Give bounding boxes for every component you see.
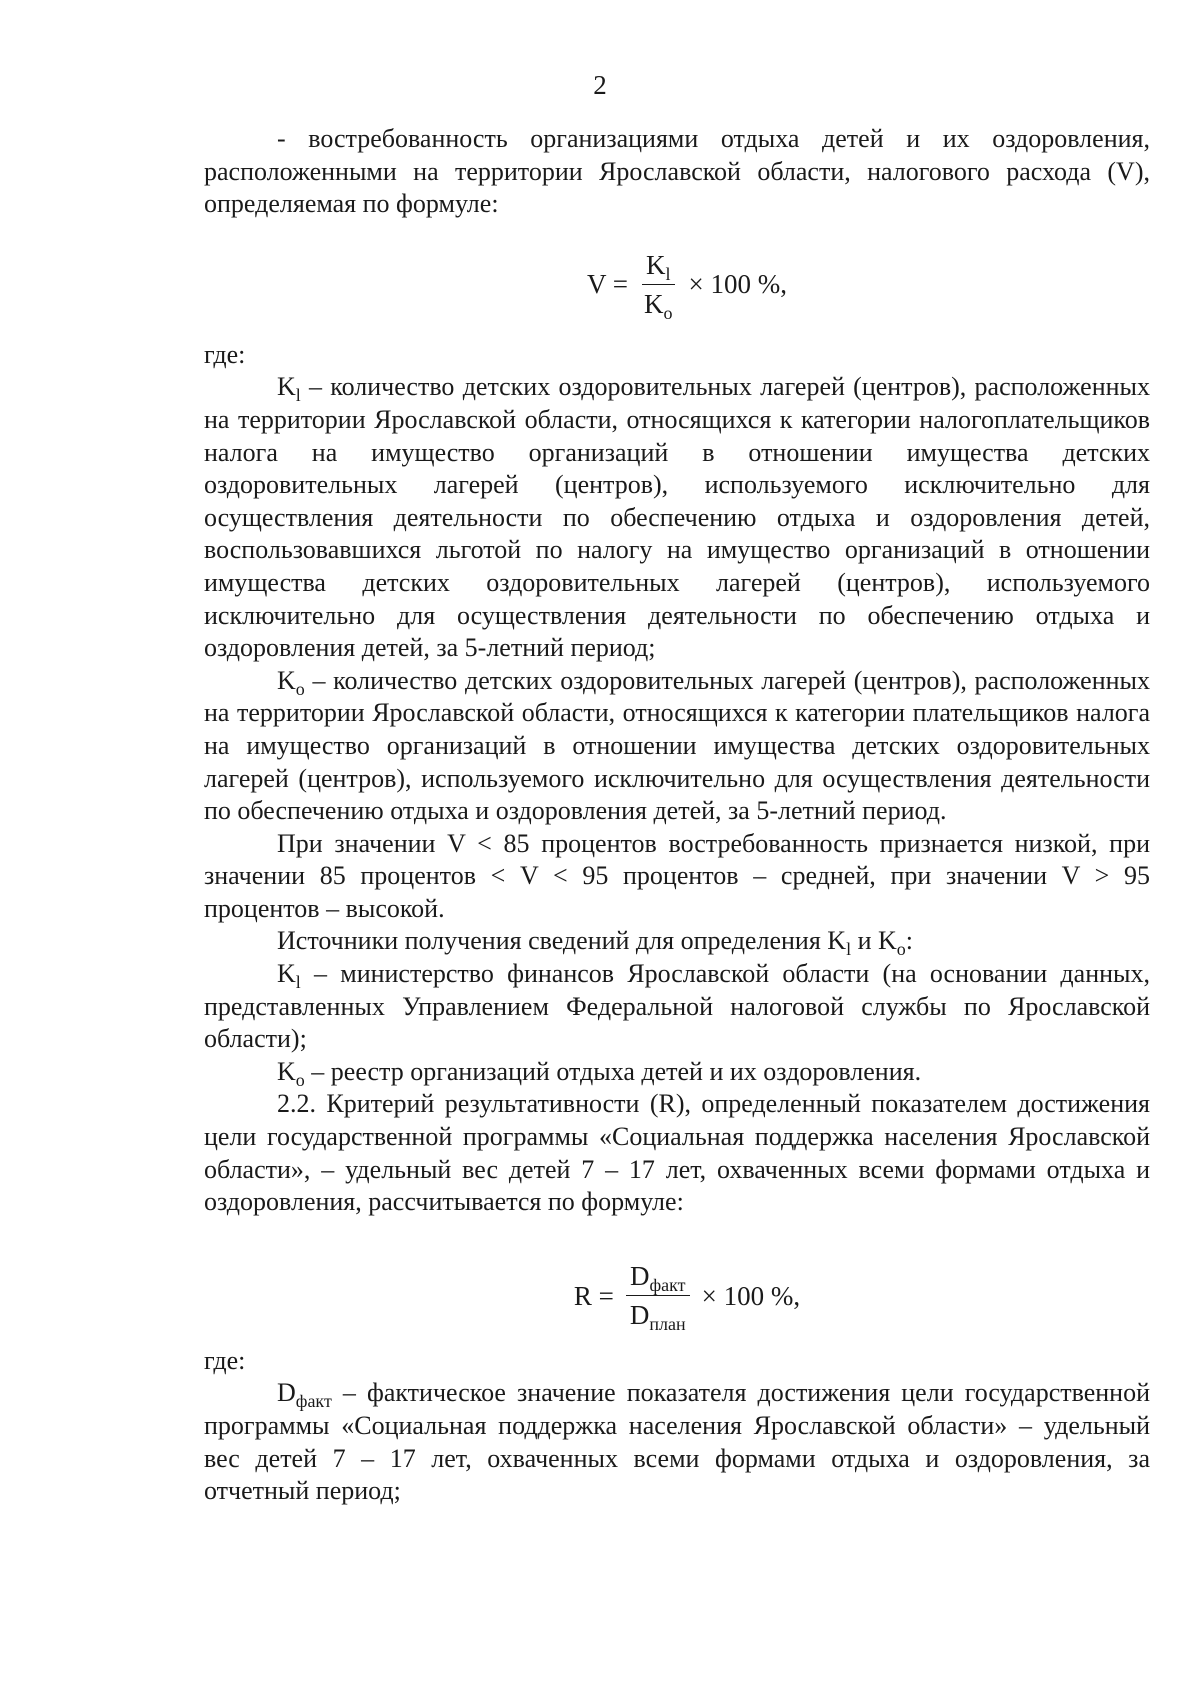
sources-heading: Источники получения сведений для определения $K_l$ и $K_o$: <box>277 926 914 960</box>
ko-definition: $K_o$ – количество детских оздоровительных лагерей (центров), расположенных на территории Ярославской области, относящихся к категории плательщиков налога на имущество организаций в отношении имущества детских оздоровительных лагерей (центров), используемого исключительно для осуществления деятельности по обеспечению отдыха и оздоровления детей, за 5-летний период. <box>204 665 1150 826</box>
k1-definition: $K_l$ – количество детских оздоровительных лагерей (центров), расположенных на территории Ярославской области, относящихся к категории налогоплательщиков налога на имущество организаций в отношении имущества детских оздоровительных лагерей (центров), используемого исключительно для осуществления деятельности по обеспечению отдыха и оздоровления детей, воспользовавшихся льготой по налогу на имущество организаций в отношении имущества детских оздоровительных лагерей (центров), используемого исключительно для осуществления деятельности по обеспечению отдыха и оздоровления детей, за 5-летний период; <box>204 372 1150 663</box>
dfact-definition: $D_{факт}$ – фактическое значение показателя достижения цели государственной программы «Социальная поддержка населения Ярославской области» – удельный вес детей 7 – 17 лет, охваченных всеми формами отдыха и оздоровления, за отчетный период; <box>204 1378 1150 1506</box>
formula-v-lhs: V = <box>587 269 629 300</box>
where-label-1: где: <box>204 339 246 369</box>
formula-r <box>204 1255 1150 1337</box>
intro-paragraph: - востребованность организациями отдыха детей и их оздоровления, расположенными на территории Ярославской области, налогового расхода (V), определяемая по формуле: <box>204 124 1150 219</box>
formula-v <box>204 245 1150 325</box>
k1-source: $K_l$ – министерство финансов Ярославской области (на основании данных, представленных Управлением Федеральной налоговой службы по Ярославской области); <box>204 959 1150 1054</box>
formula-v-rhs: × 100 %, <box>688 269 787 300</box>
formula-r-numerator: $D_{факт}$ <box>626 1260 690 1297</box>
formula-v-denominator: $K_o$ <box>644 289 673 324</box>
criterion-paragraph: 2.2. Критерий результативности (R), определенный показателем достижения цели государственной программы «Социальная поддержка населения Ярославской области», – удельный вес детей 7 – 17 лет, охваченных всеми формами отдыха и оздоровления, рассчитывается по формуле: <box>204 1089 1150 1217</box>
ko-source: $K_o$ – реестр организаций отдыха детей и их оздоровления. <box>277 1056 922 1090</box>
where-label-2: где: <box>204 1345 246 1375</box>
formula-r-fraction <box>626 1260 690 1335</box>
document-body <box>204 123 1150 1508</box>
formula-r-lhs: R = <box>573 1280 614 1311</box>
page-number: 2 <box>593 70 607 100</box>
thresholds-paragraph: При значении V < 85 процентов востребованность признается низкой, при значении 85 процентов < V < 95 процентов – средней, при значении V > 95 процентов – высокой. <box>204 828 1150 923</box>
formula-v-fraction <box>640 249 677 324</box>
formula-r-rhs: × 100 %, <box>701 1280 801 1311</box>
formula-v-numerator: $K_l$ <box>642 249 675 286</box>
formula-r-denominator: $D_{план}$ <box>629 1300 686 1335</box>
